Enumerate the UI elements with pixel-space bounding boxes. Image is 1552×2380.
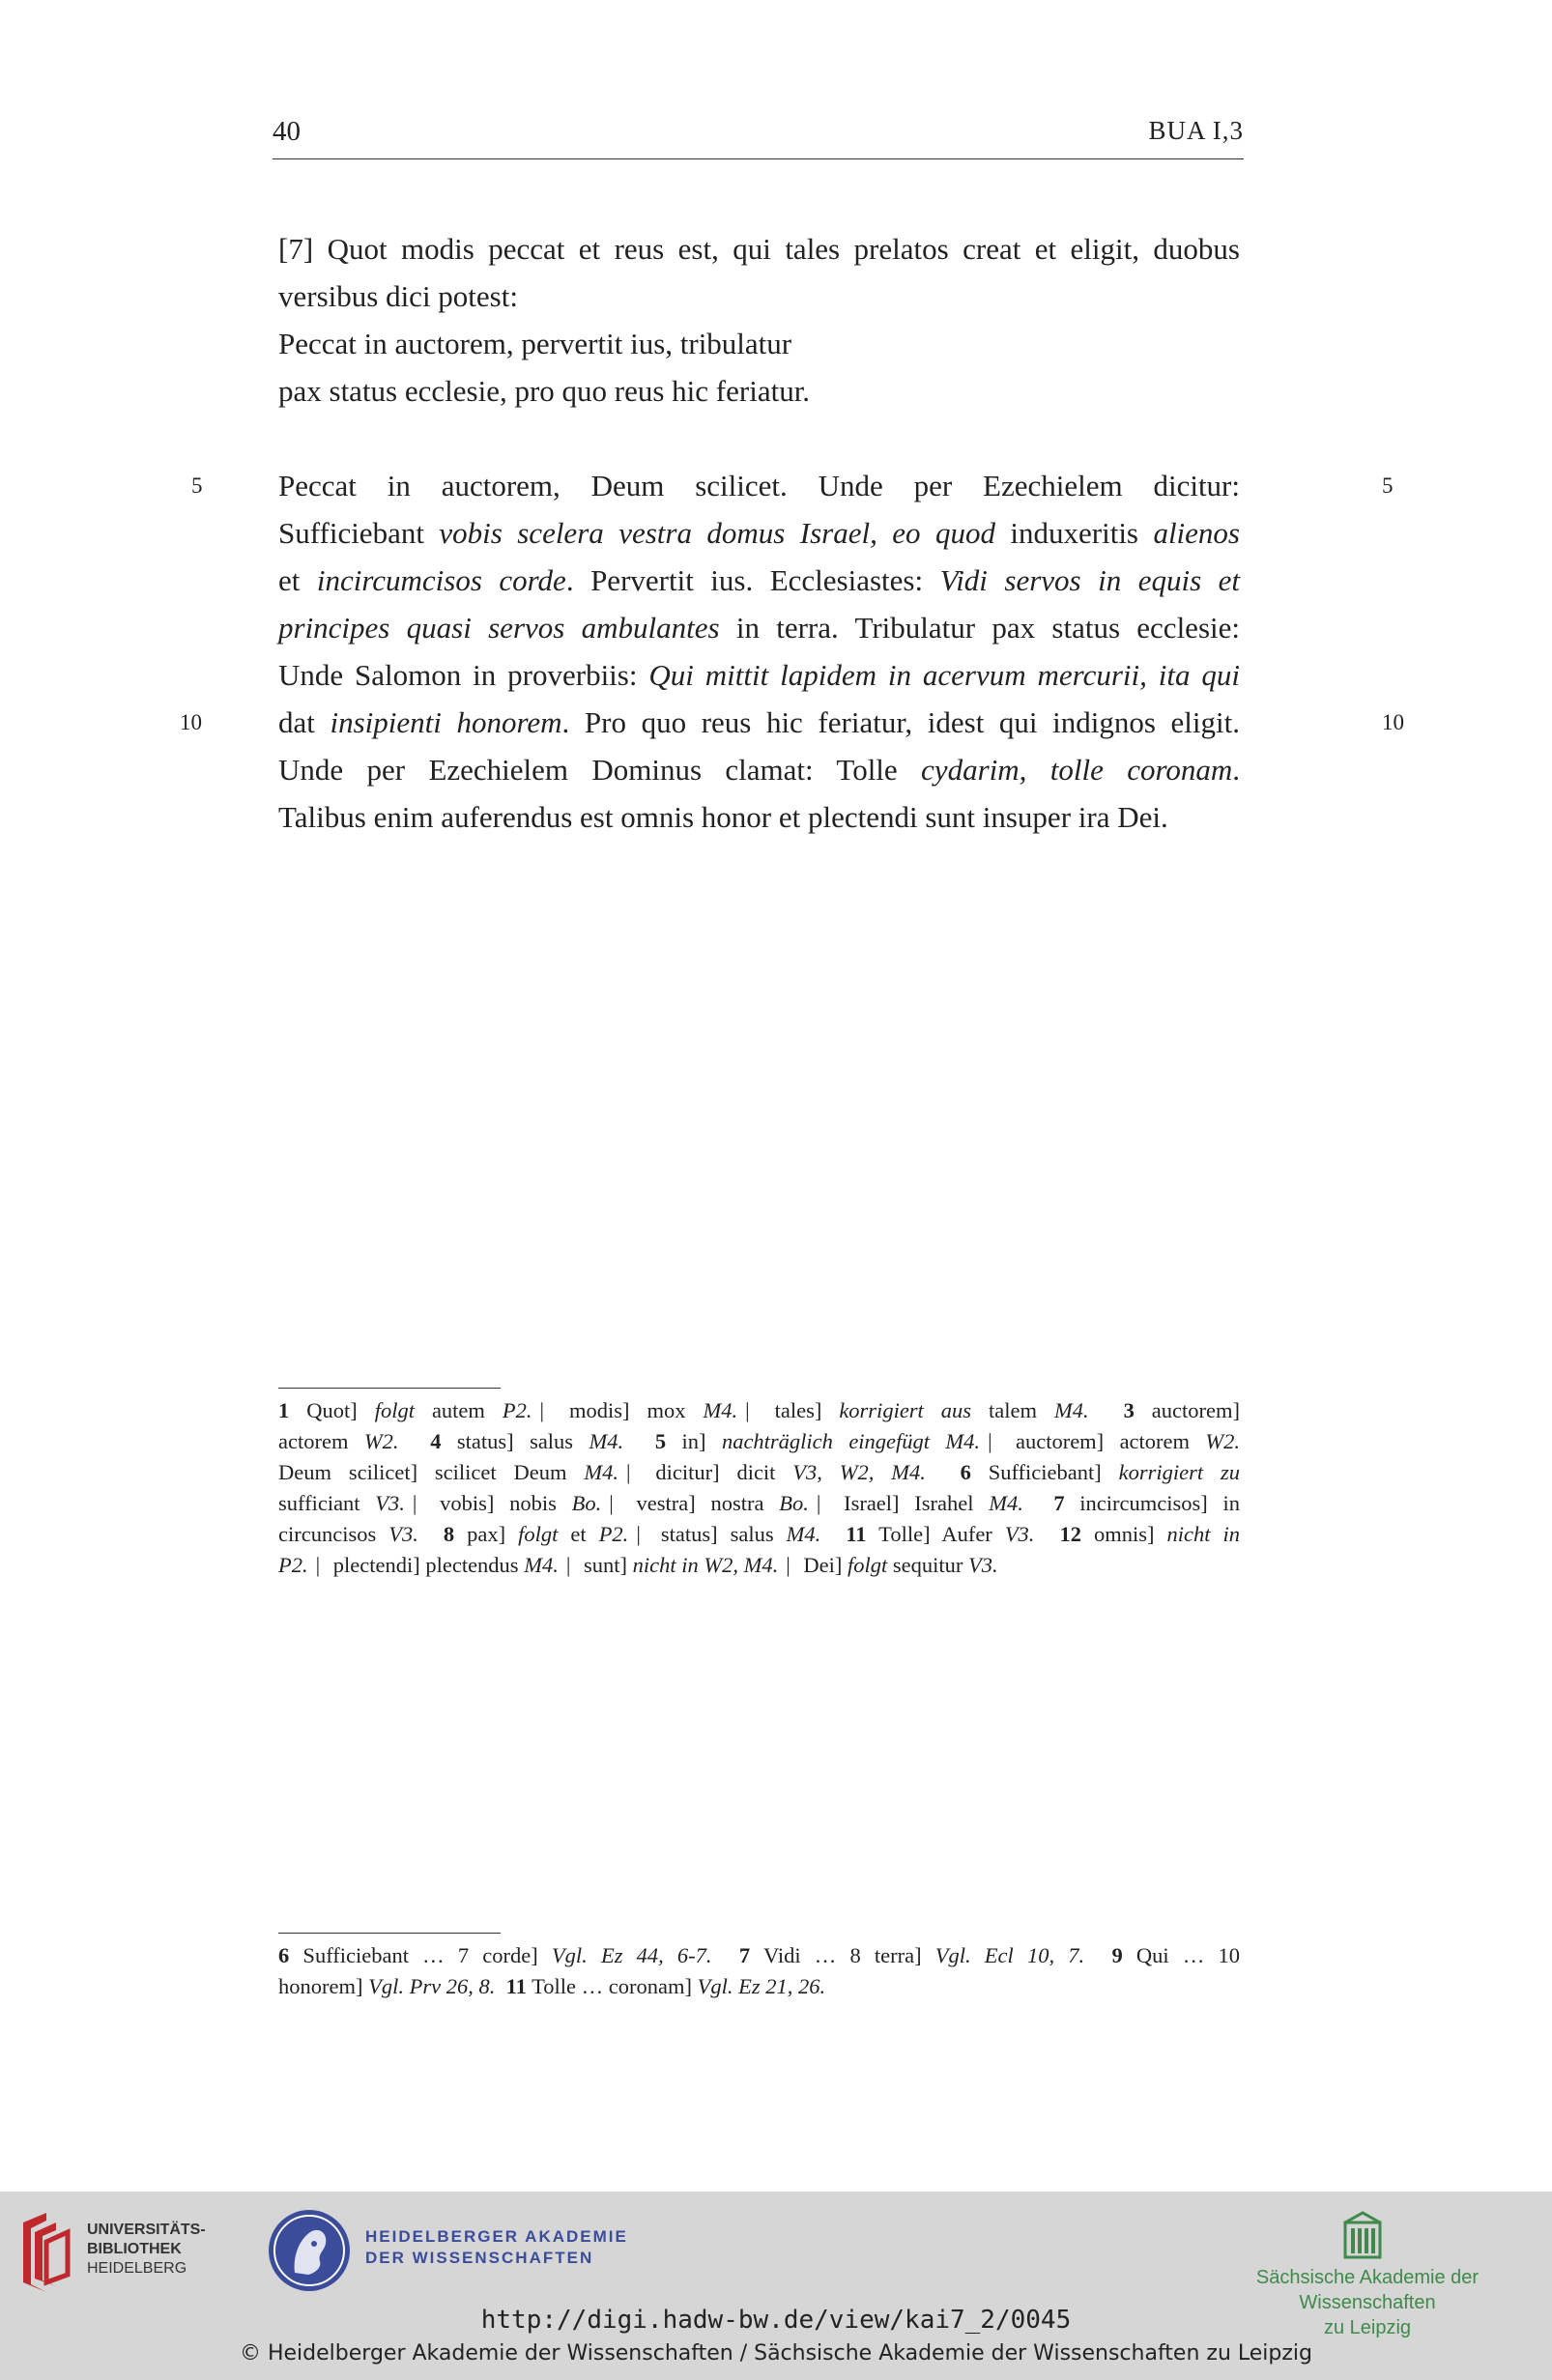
text-line-6 — [278, 514, 1240, 553]
reading: dicitur] dicit — [638, 1460, 793, 1484]
separator: | — [816, 1491, 821, 1515]
line-ref: 7 — [1053, 1491, 1065, 1515]
text-line-4: pax status ecclesie, pro quo reus hic feriatur. — [278, 374, 811, 408]
siglum: V3, W2, M4. — [792, 1460, 926, 1484]
saw-building-icon — [1343, 2211, 1382, 2259]
running-head-title: BUA I,3 — [1148, 116, 1244, 145]
siglum: M4. — [584, 1460, 618, 1484]
line-ref: 11 — [505, 1974, 527, 1998]
line-ref: 3 — [1123, 1398, 1135, 1422]
reading: actorem — [278, 1429, 364, 1453]
editorial-note: korrigiert zu — [1118, 1460, 1240, 1484]
apparatus-rule — [278, 1388, 501, 1389]
siglum: M4. — [589, 1429, 624, 1453]
reading: vobis] nobis — [424, 1491, 572, 1515]
ub-logo-text — [87, 2221, 206, 2279]
source-ref: Vgl. Ez 44, 6-7. — [551, 1943, 712, 1967]
lemma: incircumcisos] in — [1064, 1491, 1240, 1515]
quote-segment: Vidi servos in equis et — [939, 563, 1240, 597]
reading: status] salus — [647, 1522, 787, 1546]
siglum: V3. — [967, 1553, 998, 1577]
line-ref: 6 — [960, 1460, 971, 1484]
saw-logo-line: zu Leipzig — [1323, 2317, 1412, 2338]
quote-segment: alienos — [1153, 516, 1240, 550]
hadw-logo[interactable] — [266, 2207, 353, 2299]
ub-book-icon — [17, 2213, 79, 2294]
line-ref: 7 — [738, 1943, 751, 1967]
apparatus-line-3 — [278, 1457, 1240, 1488]
quote-segment: Qui mittit lapidem in acervum mercurii, ita qui — [648, 658, 1240, 692]
line-ref: 8 — [443, 1522, 455, 1546]
quote-segment: cydarim, tolle coronam — [921, 753, 1233, 787]
apparatus-line-1 — [278, 1395, 1240, 1426]
line-number-left-5: 5 — [191, 473, 203, 498]
lemma: tales] — [757, 1398, 840, 1422]
separator: | — [609, 1491, 614, 1515]
lemma: Qui … 10 — [1122, 1943, 1241, 1967]
text-line-9 — [278, 656, 1240, 695]
digitization-footer — [0, 2192, 1552, 2380]
ub-logo-line: BIBLIOTHEK — [87, 2241, 182, 2257]
reading: auctorem] actorem — [999, 1429, 1206, 1453]
saw-leipzig-logo[interactable] — [1343, 2211, 1382, 2264]
source-ref: Vgl. Ecl 10, 7. — [934, 1943, 1085, 1967]
siglum: M4. — [1053, 1398, 1089, 1422]
reading: Tolle] Aufer — [866, 1522, 1005, 1546]
quote-segment: incircumcisos corde — [316, 563, 566, 597]
editorial-note: folgt — [847, 1553, 888, 1577]
lemma: omnis] — [1080, 1522, 1167, 1546]
text-line-1: [7] Quot modis peccat et reus est, qui tales prelatos creat et eligit, duobus — [278, 232, 1240, 266]
separator: | — [539, 1398, 545, 1422]
text-segment: induxeritis — [994, 516, 1154, 550]
siglum: M4. — [524, 1553, 559, 1577]
siglum: V3. — [388, 1522, 418, 1546]
lemma: Tolle … coronam] — [526, 1974, 698, 1998]
athena-medallion-icon — [266, 2207, 353, 2294]
line-ref: 11 — [846, 1522, 867, 1546]
reading: sequitur — [887, 1553, 968, 1577]
separator: | — [786, 1553, 790, 1577]
lemma: auctorem] — [1134, 1398, 1240, 1422]
lemma: honorem] — [278, 1974, 369, 1998]
line-ref: 12 — [1059, 1522, 1081, 1546]
ub-logo-line: HEIDELBERG — [87, 2260, 187, 2277]
sources-line-1 — [278, 1940, 1240, 1971]
editorial-note: nicht in — [1166, 1522, 1241, 1546]
text-segment: et — [278, 563, 317, 597]
separator: | — [625, 1460, 631, 1484]
editorial-note: korrigiert aus — [839, 1398, 972, 1422]
apparatus-line-2 — [278, 1426, 1240, 1457]
permalink-url[interactable]: http://digi.hadw-bw.de/view/kai7_2/0045 — [480, 2306, 1072, 2335]
lemma: sunt] — [578, 1553, 633, 1577]
lemma: Vidi … 8 terra] — [750, 1943, 935, 1967]
lemma: Sufficiebant … 7 corde] — [289, 1943, 552, 1967]
separator: | — [565, 1553, 571, 1577]
reading: et — [558, 1522, 599, 1546]
text-segment: in terra. Tribulatur pax status ecclesie: — [719, 611, 1240, 645]
separator: | — [745, 1398, 750, 1422]
editorial-note: folgt — [518, 1522, 559, 1546]
siglum: Bo. — [571, 1491, 602, 1515]
reading: vestra] nostra — [620, 1491, 780, 1515]
siglum: P2. — [502, 1398, 532, 1422]
text-segment: Unde per Ezechielem Dominus clamat: Tolle — [278, 753, 922, 787]
siglum: V3. — [1004, 1522, 1035, 1546]
editorial-note: nicht in W2, M4. — [632, 1553, 779, 1577]
siglum: W2. — [1205, 1429, 1241, 1453]
line-ref: 6 — [278, 1943, 290, 1967]
text-line-7 — [278, 561, 1240, 600]
text-segment: dat — [278, 705, 331, 739]
copyright-notice: © Heidelberger Akademie der Wissenschaften / Sächsische Akademie der Wissenschaften zu Leipzig — [239, 2341, 1312, 2366]
reading: Israel] Israhel — [828, 1491, 990, 1515]
apparatus-line-4 — [278, 1488, 1240, 1519]
apparatus-line-5 — [278, 1519, 1240, 1550]
separator: | — [636, 1522, 641, 1546]
text-line-10 — [278, 703, 1240, 742]
line-number-right-5: 5 — [1382, 473, 1394, 498]
siglum: M4. — [786, 1522, 821, 1546]
reading: autem — [414, 1398, 503, 1422]
quote-segment: principes quasi servos ambulantes — [278, 611, 720, 645]
source-ref: Vgl. Prv 26, 8. — [368, 1974, 496, 1998]
text-line-12: Talibus enim auferendus est omnis honor et plectendi sunt insuper ira Dei. — [278, 800, 1168, 834]
text-line-8 — [278, 609, 1240, 647]
reading: sufficiant — [278, 1491, 376, 1515]
page-number: 40 — [273, 116, 301, 147]
editorial-note: nachträglich eingefügt M4. — [721, 1429, 981, 1453]
line-ref: 4 — [430, 1429, 442, 1453]
saw-logo-line: Sächsische Akademie der Wissenschaften — [1255, 2267, 1480, 2313]
ub-logo-line: UNIVERSITÄTS- — [87, 2222, 206, 2238]
siglum: M4. — [989, 1491, 1023, 1515]
apparatus-line-6 — [278, 1550, 1240, 1581]
siglum: M4. — [703, 1398, 738, 1422]
reading: status] salus — [441, 1429, 589, 1453]
lemma: in] — [666, 1429, 722, 1453]
text-segment: Unde Salomon in proverbiis: — [278, 658, 649, 692]
separator: | — [315, 1553, 321, 1577]
hadw-logo-line: DER WISSENSCHAFTEN — [365, 2249, 594, 2267]
sources-rule — [278, 1933, 501, 1934]
editorial-note: folgt — [374, 1398, 415, 1422]
ub-heidelberg-logo[interactable] — [17, 2213, 230, 2300]
lemma: Quot] — [289, 1398, 375, 1422]
siglum: Bo. — [779, 1491, 809, 1515]
source-ref: Vgl. Ez 21, 26. — [697, 1974, 826, 1998]
reading: plectendi] plectendus — [328, 1553, 525, 1577]
quote-segment: vobis scelera vestra domus Israel, eo quod — [439, 516, 995, 550]
separator: | — [988, 1429, 992, 1453]
lemma: Sufficiebant] — [970, 1460, 1119, 1484]
text-line-11: Unde per Ezechielem Dominus clamat: Tolle cydarim, tolle coronam. — [278, 753, 1240, 787]
text-line-2: versibus dici potest: — [278, 279, 518, 313]
text-line-3: Peccat in auctorem, pervertit ius, tribulatur — [278, 327, 792, 360]
siglum: V3. — [375, 1491, 405, 1515]
quote-segment: insipienti honorem — [330, 705, 562, 739]
running-header — [273, 116, 1244, 159]
lemma: pax] — [454, 1522, 519, 1546]
text-segment: . Pervertit ius. Ecclesiastes: — [565, 563, 940, 597]
line-number-left-10: 10 — [180, 710, 202, 734]
siglum: P2. — [278, 1553, 308, 1577]
line-number-right-10: 10 — [1382, 710, 1404, 734]
text-segment: . Pro quo reus hic feriatur, idest qui indignos eligit. — [561, 705, 1240, 739]
hadw-logo-line: HEIDELBERGER AKADEMIE — [365, 2227, 628, 2246]
reading: Deum scilicet] scilicet Deum — [278, 1460, 585, 1484]
sources-line-2 — [278, 1971, 1240, 2002]
line-ref: 5 — [654, 1429, 667, 1453]
reading: circuncisos — [278, 1522, 389, 1546]
siglum: W2. — [363, 1429, 399, 1453]
reading: talem — [971, 1398, 1054, 1422]
text-segment: Sufficiebant — [278, 516, 440, 550]
separator: | — [412, 1491, 417, 1515]
line-ref: 9 — [1111, 1943, 1123, 1967]
text-line-5: Peccat in auctorem, Deum scilicet. Unde per Ezechielem dicitur: — [278, 469, 1240, 502]
siglum: P2. — [598, 1522, 629, 1546]
line-ref: 1 — [278, 1398, 290, 1422]
hadw-logo-text — [365, 2226, 628, 2269]
lemma: Dei] — [797, 1553, 848, 1577]
reading: modis] mox — [552, 1398, 704, 1422]
